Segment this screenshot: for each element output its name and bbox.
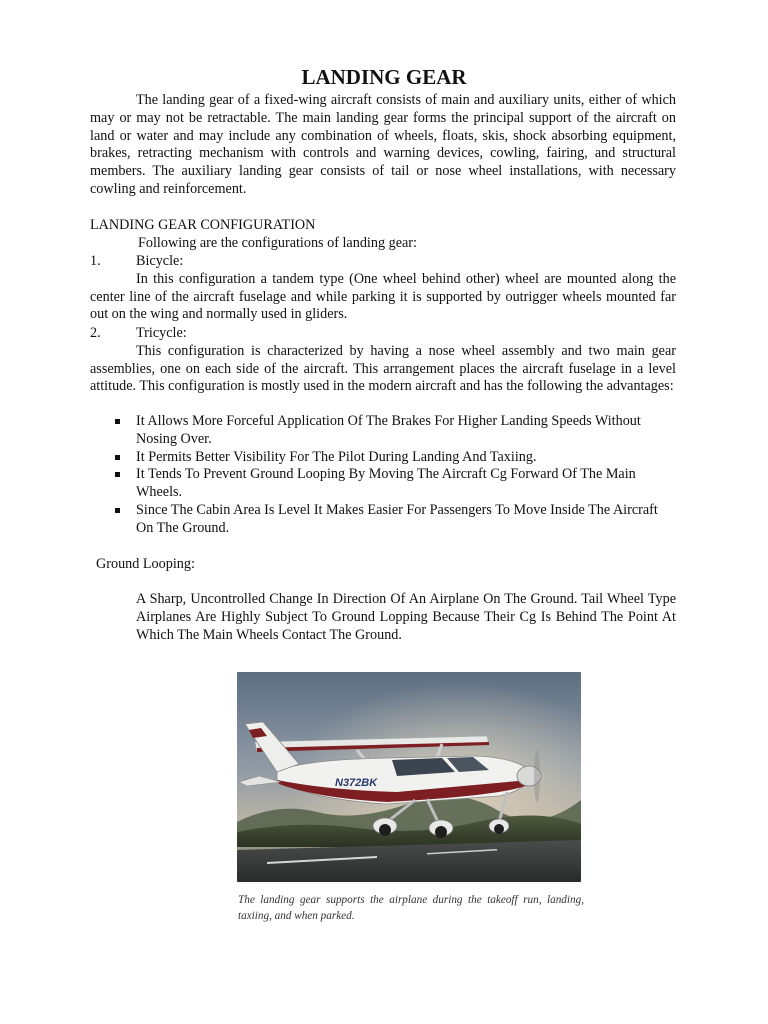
list-item: It Allows More Forceful Application Of The Brakes For Higher Landing Speeds Without Nosing Over.: [90, 413, 676, 449]
registration-marking: N372BK: [335, 777, 378, 789]
configuration-lead: Following are the configurations of landing gear:: [138, 235, 417, 251]
configuration-heading: LANDING GEAR CONFIGURATION: [90, 217, 316, 233]
intro-paragraph: The landing gear of a fixed-wing aircraft consists of main and auxiliary units, either of which may or may not be retractable. The main landing gear forms the principal support of the aircraft on land or water and may include any combination of wheels, floats, skis, shock absorbing equipment, brakes, retracting mechanism with controls and warning devices, cowling, fairing, and structural members. The auxiliary landing gear consists of tail or nose wheel installations, with necessary cowling and reinforcement.: [90, 92, 676, 197]
item-description: In this configuration a tandem type (One wheel behind other) wheel are mounted along the center line of the aircraft fuselage and while parking it is supported by outrigger wheels mounted far out on the wing and normally used in gliders.: [90, 270, 676, 323]
item-number: 2.: [90, 325, 101, 341]
airplane-photo: [237, 672, 581, 882]
list-item: Since The Cabin Area Is Level It Makes Easier For Passengers To Move Inside The Aircraft On The Ground.: [90, 502, 676, 538]
item-label: Bicycle:: [136, 253, 184, 269]
config-item-bicycle: [90, 253, 676, 324]
figure-caption: The landing gear supports the airplane during the takeoff run, landing, taxiing, and when parked.: [238, 894, 584, 922]
bullet-icon: [115, 419, 120, 424]
ground-looping-definition: A Sharp, Uncontrolled Change In Direction Of An Airplane On The Ground. Tail Wheel Type Airplanes Are Highly Subject To Ground Lopping Because Their Cg Is Behind The Point At Which The Main Wheels Contact The Ground.: [136, 591, 676, 643]
bullet-icon: [115, 455, 120, 460]
item-description: This configuration is characterized by having a nose wheel assembly and two main gear assemblies, one on each side of the aircraft. This arrangement places the aircraft fuselage in a level attitude. This configuration is mostly used in the modern aircraft and has the following the advantages:: [90, 342, 676, 395]
item-number: 1.: [90, 253, 101, 269]
ground-looping-heading: Ground Looping:: [96, 556, 195, 572]
list-item: It Permits Better Visibility For The Pilot During Landing And Taxiing.: [90, 449, 676, 467]
config-item-tricycle: [90, 325, 676, 396]
bullet-icon: [115, 472, 120, 477]
item-label: Tricycle:: [136, 325, 187, 341]
advantages-list: [90, 413, 676, 538]
page-title: LANDING GEAR: [301, 65, 467, 89]
list-item: It Tends To Prevent Ground Looping By Moving The Aircraft Cg Forward Of The Main Wheels.: [90, 466, 676, 502]
bullet-icon: [115, 508, 120, 513]
